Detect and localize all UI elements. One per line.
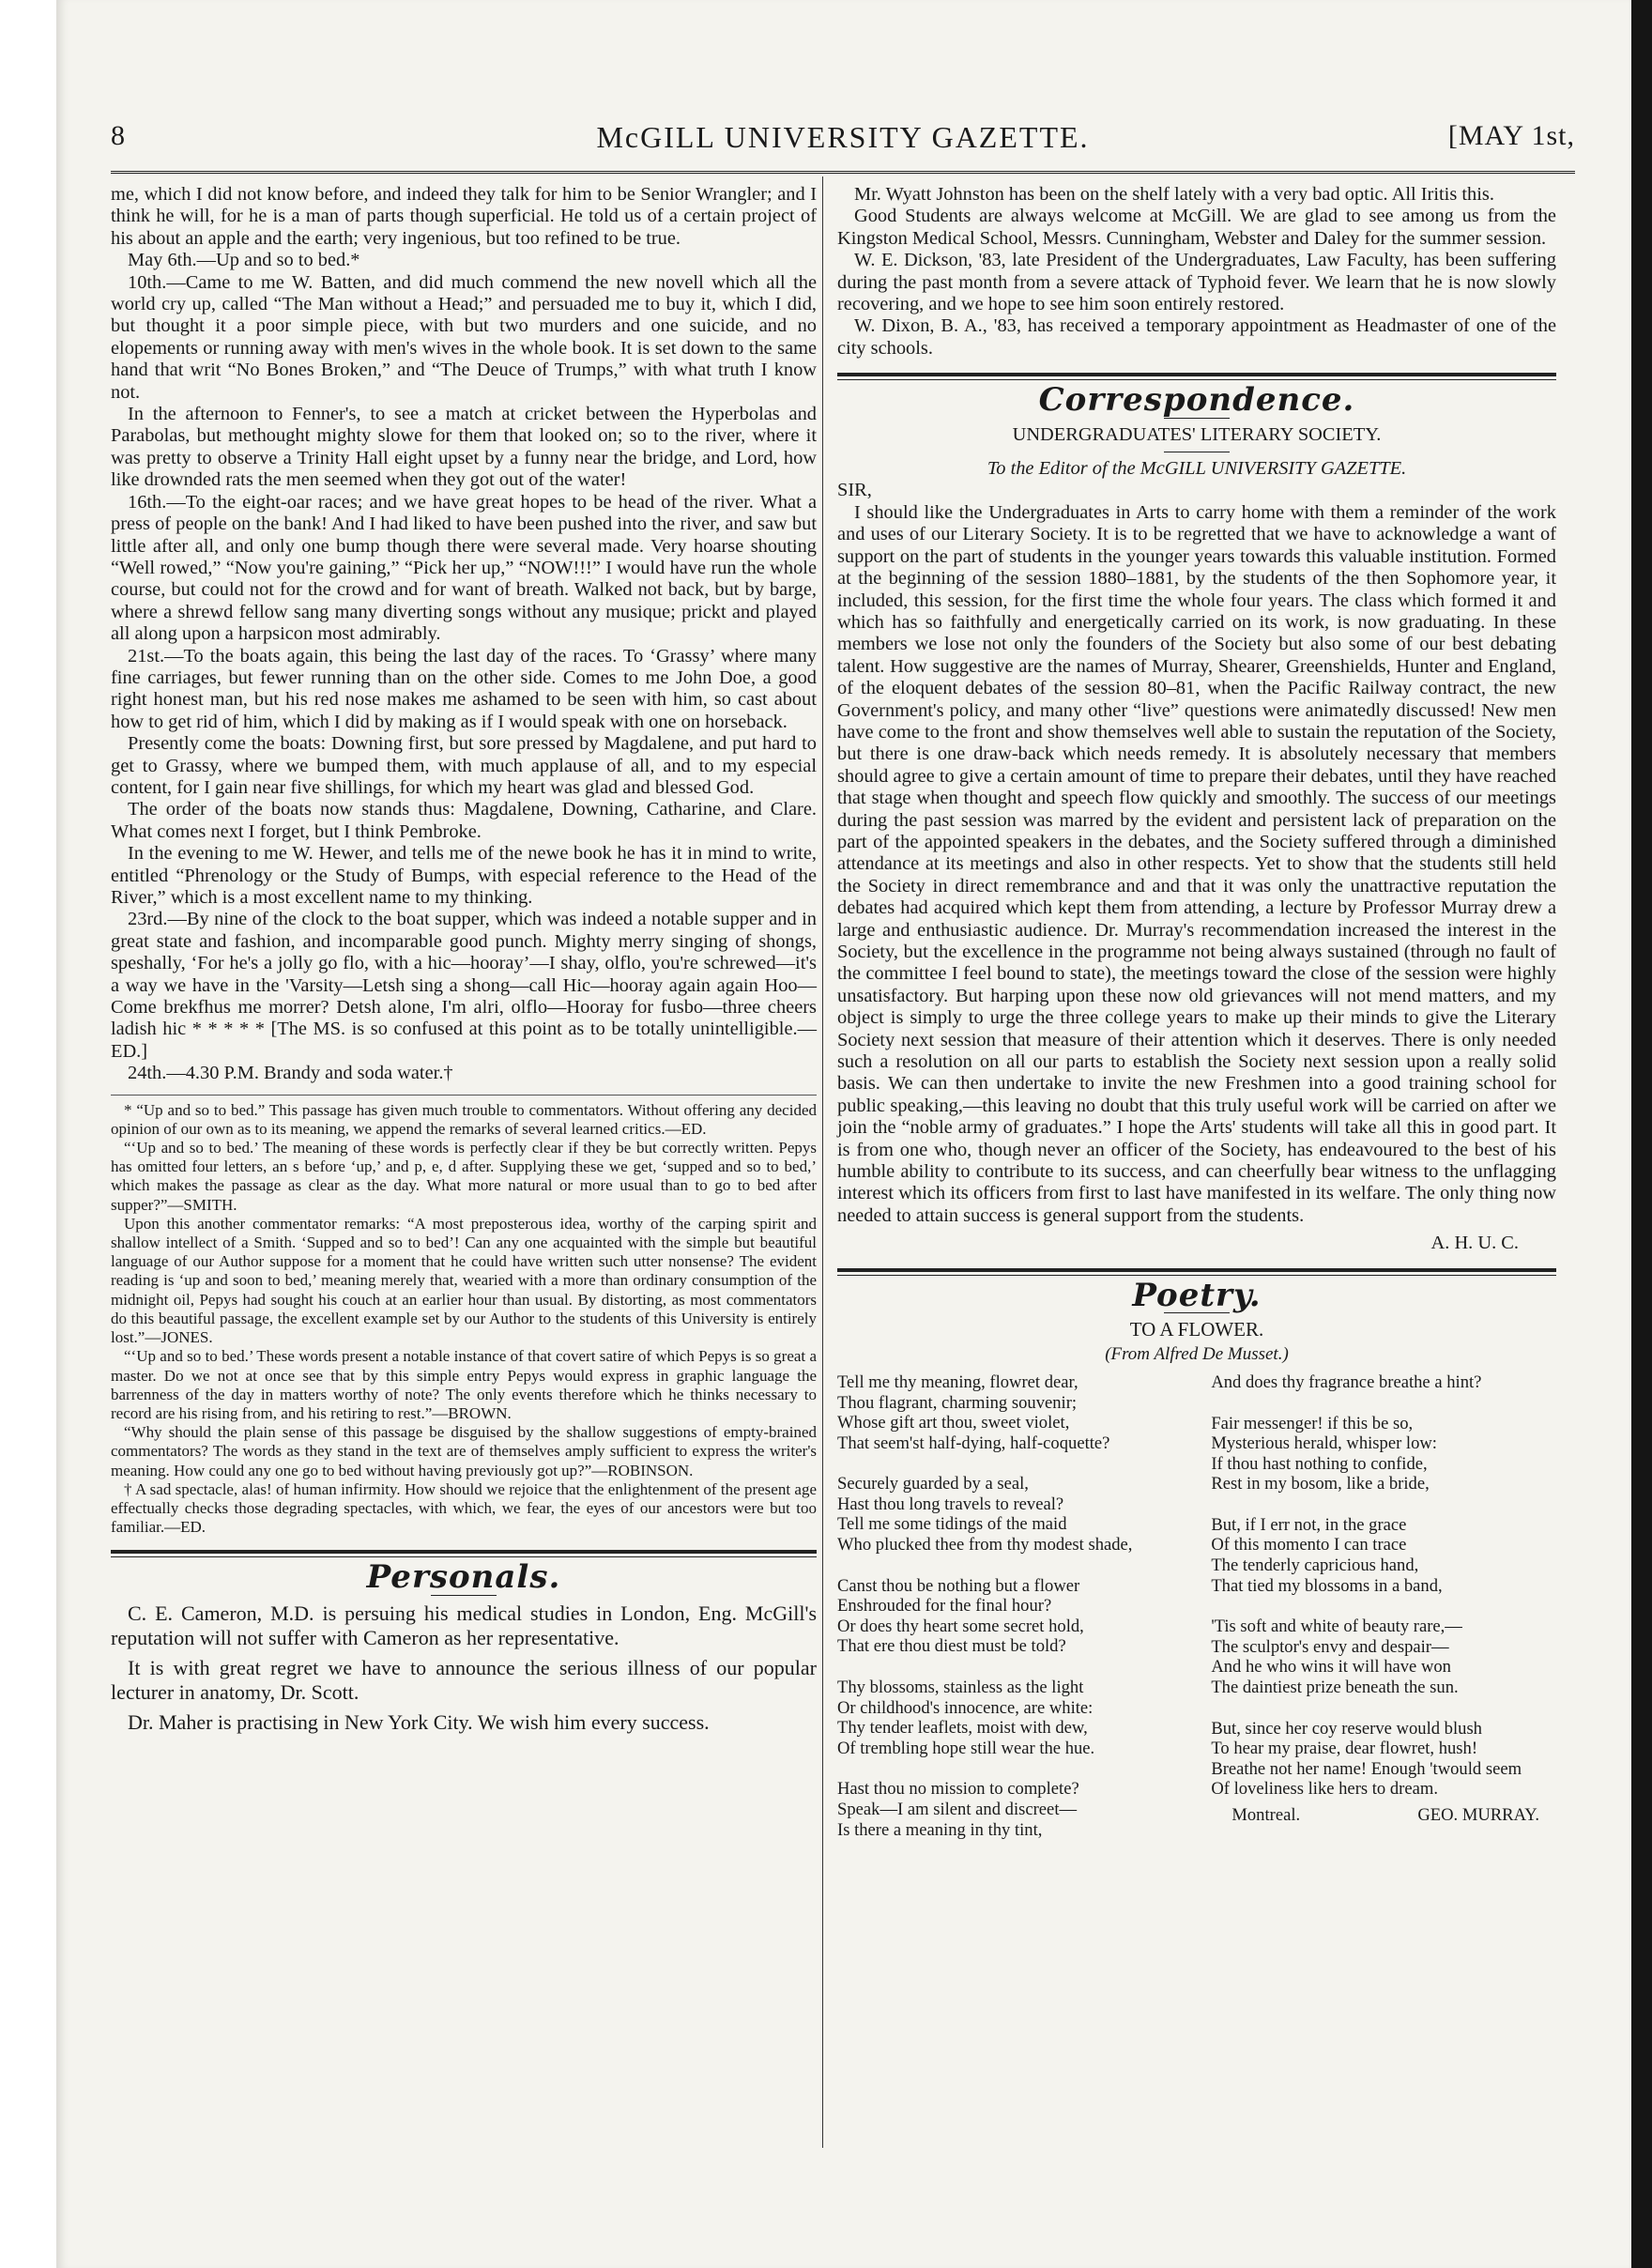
poem-line: Thou flagrant, charming souvenir;	[837, 1392, 1078, 1413]
diary-paragraph: In the afternoon to Fenner's, to see a match at cricket between the Hyperbolas and Parabolas, but methought mighty slowe for them that looked on; so to the river, where it was pretty to observe a Trinity Hall eight upset by a funny near the bridge, and Lord, how like drownded rats the men seemed when they got out of the water!	[111, 404, 817, 491]
header-rule	[111, 171, 1575, 174]
footnote: Upon this another commentator remarks: “A most preposterous idea, worthy of the carping spirit and shallow intellect of a Smith. ‘Supped and so to bed’! Can any one acquainted with the simple but beautiful language of our Author suppose for a moment that he could have written such utter nonsense? The evident reading is ‘up and soon to bed,’ meaning merely that, wearied with a more than ordinary consumption of the midnight oil, Pepys had sought his couch at an earlier hour than usual. By distorting, as most commentators do this beautiful passage, the excellent example set by our Author to the students of this University is entirely lost.”—JONES.	[111, 1214, 817, 1347]
page-header	[111, 120, 1575, 161]
to-editor-line: To the Editor of the McGILL UNIVERSITY GAZETTE.	[987, 458, 1407, 480]
poem-line: Hast thou no mission to complete?	[837, 1779, 1079, 1800]
poem-line: Fair messenger! if this be so,	[1211, 1413, 1414, 1433]
poem-line: Or childhood's innocence, are white:	[837, 1697, 1094, 1718]
personal-item: C. E. Cameron, M.D. is persuing his medical studies in London, Eng. McGill's reputation will not suffer with Cameron as her representative.	[111, 1601, 817, 1649]
poem-stanza	[1211, 1719, 1556, 1800]
letter-signature: A. H. U. C.	[1430, 1233, 1519, 1254]
footnote: “‘Up and so to bed.’ These words present a notable instance of that covert satire of which Pepys is so great a master. Do we not at once see that by this simple entry Pepys would express in graphic language the barrenness of the day in matters worthy of note? The only events therefore which he thinks necessary to record are his rising from, and his retiring to rest.”—BROWN.	[111, 1347, 817, 1422]
section-rule	[837, 1268, 1556, 1272]
section-rule-thin	[837, 379, 1556, 380]
diary-paragraph: The order of the boats now stands thus: Magdalene, Downing, Catharine, and Clare. What comes next I forget, but I think Pembroke.	[111, 799, 817, 842]
poem-line: Securely guarded by a seal,	[837, 1474, 1029, 1494]
poem-stanza	[837, 1576, 1183, 1657]
poem-column-left	[837, 1372, 1183, 1861]
poem-line: Canst thou be nothing but a flower	[837, 1575, 1080, 1596]
poem-line: Of trembling hope still wear the hue.	[837, 1738, 1095, 1758]
poem-stanza	[1211, 1515, 1556, 1596]
poem-line: Rest in my bosom, like a bride,	[1211, 1474, 1430, 1494]
diary-paragraph: 24th.—4.30 P.M. Brandy and soda water.†	[128, 1063, 453, 1084]
poem-stanza	[837, 1474, 1183, 1555]
diary-paragraph: May 6th.—Up and so to bed.*	[128, 250, 360, 271]
poem-line: The sculptor's envy and despair—	[1211, 1636, 1449, 1657]
poem-stanza	[1211, 1414, 1556, 1494]
poem-stanza	[1211, 1617, 1556, 1697]
poem-stanza	[1211, 1372, 1556, 1393]
personal-item: W. E. Dickson, '83, late President of the Undergraduates, Law Faculty, has been suffering during the past month from a severe attack of Typhoid fever. We learn that he is now slowly recovering, and we hope to see him soon entirely restored.	[837, 250, 1556, 315]
poem-line: Hast thou long travels to reveal?	[837, 1494, 1064, 1514]
poem-line: Whose gift art thou, sweet violet,	[837, 1413, 1070, 1433]
gazette-title: McGILL UNIVERSITY GAZETTE.	[596, 120, 1090, 154]
personal-item: It is with great regret we have to announce the serious illness of our popular lecturer in anatomy, Dr. Scott.	[111, 1655, 817, 1704]
poem-line: Of this momento I can trace	[1211, 1535, 1407, 1555]
poem-place: Montreal.	[1231, 1805, 1301, 1825]
personal-item: Good Students are always welcome at McGill. We are glad to see among us from the Kingston Medical School, Messrs. Cunningham, Webster and Daley for the summer session.	[837, 206, 1556, 249]
diary-paragraph: 23rd.—By nine of the clock to the boat supper, which was indeed a notable supper and in great state and fashion, and incomparable good punch. Mighty merry singing of shongs, speshally, ‘For he's a jolly go flo, with a hic—hooray’—I shay, olflo, you're schrewed—it's a way we have in the 'Varsity—Letsh sing a shong—call Hic—hooray again again Hoo—Come brekfhus me morrer? Detsh alone, I'm alri, olflo—Hooray for fusbo—three cheers ladish hic * * * * * [The MS. is so confused at this point as to be totally unintelligible.—ED.]	[111, 909, 817, 1062]
poem-line: The tenderly capricious hand,	[1211, 1555, 1419, 1576]
diary-paragraph: 10th.—Came to me W. Batten, and did much commend the new novell which all the world cry up, called “The Man without a Head;” and persuaded me to buy it, which I did, but thought it a poor simple piece, with but two murders and one suicide, and no elopements or running away with men's wives in the whole book. It is set down to the same hand that writ “No Bones Broken,” and “The Deuce of Trumps,” with what truth I know not.	[111, 271, 817, 403]
poem-source: (From Alfred De Musset.)	[1105, 1343, 1289, 1364]
footnote: “‘Up and so to bed.’ The meaning of these words is perfectly clear if they be but correctly written. Pepys has omitted four letters, an s before ‘up,’ and p, e, d after. Supplying these we get, ‘supped and so to bed,’ which makes the passage as clear as the day. What more natural or more usual than to go to bed after supper?”—SMITH.	[111, 1139, 817, 1214]
column-divider	[822, 176, 823, 2148]
page-number: 8	[111, 120, 126, 151]
scan-edge	[1631, 0, 1652, 2268]
poem-line: That seem'st half-dying, half-coquette?	[837, 1433, 1110, 1453]
poem-author: GEO. MURRAY.	[1417, 1805, 1539, 1825]
poem-line: And does thy fragrance breathe a hint?	[1211, 1372, 1482, 1392]
section-rule	[837, 373, 1556, 376]
diary-paragraph: Presently come the boats: Downing first, but sore pressed by Magdalene, and put hard to get to Grassy, where we bumped them, with much applause of all, and to my especial content, for I gain near five shillings, for which my heart was glad and blessed God.	[111, 733, 817, 798]
poem-column-right	[1211, 1372, 1556, 1861]
poem-line: And he who wins it will have won	[1211, 1657, 1451, 1678]
section-rule	[111, 1550, 817, 1554]
poetry-heading: Poetry.	[1132, 1276, 1262, 1314]
society-subheading: UNDERGRADUATES' LITERARY SOCIETY.	[1012, 423, 1382, 445]
right-column	[837, 184, 1556, 1861]
poem-stanza	[837, 1372, 1183, 1453]
poem-line: But, if I err not, in the grace	[1211, 1514, 1407, 1535]
left-column	[111, 184, 817, 1740]
salutation: SIR,	[837, 480, 872, 501]
footnote: * “Up and so to bed.” This passage has given much trouble to commentators. Without offering any decided opinion of our own as to its meaning, we append the remarks of several learned critics.—ED.	[111, 1100, 817, 1138]
personals-heading: Personals.	[366, 1558, 561, 1597]
correspondence-heading: Correspondence.	[1038, 381, 1355, 420]
poem-line: Thy tender leaflets, moist with dew,	[837, 1718, 1088, 1739]
poem-title: TO A FLOWER.	[1129, 1318, 1264, 1341]
poem-line: Speak—I am silent and discreet—	[837, 1800, 1078, 1819]
poem-line: The daintiest prize beneath the sun.	[1211, 1678, 1459, 1698]
footnotes	[111, 1095, 817, 1538]
poem-line: Tell me some tidings of the maid	[837, 1514, 1067, 1535]
poem-line: Of loveliness like hers to dream.	[1211, 1779, 1438, 1800]
footnote: † A sad spectacle, alas! of human infirmity. How should we rejoice that the enlightenment of the present age effectually checks those degrading spectacles, with which, we fear, the eyes of our ancestors were but too familiar.—ED.	[111, 1479, 817, 1537]
poem-line: Tell me thy meaning, flowret dear,	[837, 1372, 1078, 1392]
issue-date: [MAY 1st,	[1447, 120, 1575, 151]
poem-line: Who plucked thee from thy modest shade,	[837, 1535, 1133, 1555]
poem-line: That tied my blossoms in a band,	[1211, 1575, 1443, 1596]
poem-line: To hear my praise, dear flowret, hush!	[1211, 1739, 1478, 1759]
poem-line: Or does thy heart some secret hold,	[837, 1616, 1084, 1636]
diary-paragraph: 16th.—To the eight-oar races; and we have great hopes to be head of the river. What a press of people on the bank! And I had liked to have been pushed into the river, and saw but little after all, and only one bump though there were several made. Very hoarse shouting “Well rowed,” “Now you're gaining,” “Pick her up,” “NOW!!!” I would have run the whole course, but could not for the crowd and for want of breath. Walked not back, but by barge, where a shrewd fellow sang many diverting songs without any musique; prickt and played all along upon a harpsicon most admirably.	[111, 491, 817, 645]
poem-line: If thou hast nothing to confide,	[1211, 1453, 1428, 1474]
poem-line: That ere thou diest must be told?	[837, 1636, 1066, 1657]
poem-line: 'Tis soft and white of beauty rare,—	[1211, 1617, 1462, 1637]
personal-item: Mr. Wyatt Johnston has been on the shelf lately with a very bad optic. All Iritis this.	[854, 184, 1494, 205]
personal-item: W. Dixon, B. A., '83, has received a temporary appointment as Headmaster of one of the city schools.	[837, 315, 1556, 359]
poem-signature	[1211, 1805, 1556, 1826]
personal-item: Dr. Maher is practising in New York City. We wish him every success.	[128, 1709, 710, 1734]
section-rule-thin	[837, 1275, 1556, 1276]
poem-stanza	[837, 1678, 1183, 1758]
poem-line: But, since her coy reserve would blush	[1211, 1718, 1482, 1739]
letter-body: I should like the Undergraduates in Arts to carry home with them a reminder of the work and uses of our Literary Society. It is to be regretted that we have to acknowledge a want of support on the part of students in the younger years towards this valuable institution. Formed at the beginning of the session 1880–1881, by the students of the then Sophomore year, it included, this session, for the first time the whole four years. The class which formed it and which has so faithfully and energetically carried on its work, is now graduating. In these members we lose not only the founders of the Society but also some of our best debating talent. How suggestive are the names of Murray, Shearer, Greenshields, Hunter and England, of the eloquent debates of the session 80–81, when the Pacific Railway contract, the new Government's policy, and many other “live” questions were animatedly discussed! New men have come to the front and show themselves well able to sustain the reputation of the Society, but there is one draw-back which needs remedy. It is absolutely necessary that members should agree to give a certain amount of time to prepare their debates, until they have reached that stage when thought and speech flow quickly and smoothly. The success of our meetings during the past session was marred by the evident and persistent lack of preparation on the part of the appointed speakers in the debates, and the Society suffered through a diminished attendance at its meetings and also in other respects. Yet to show that the students still held the Society in direct remembrance and and that it was only the unattractive reputation the debates had acquired which kept them from attending, a lecture by Professor Murray drew a large and enthusiastic audience. Dr. Murray's recommendation increased the interest in the Society, but the excellence in the programme not being always sustained (through no fault of the committee I feel bound to state), the meetings toward the close of the session were highly unsatisfactory. But harping upon these now old grievances will not mend matters, and my object is simply to urge the three college years to make up their minds to give the Literary Society next session that measure of their attention which it deserves. There is only needed such a resolution on all our parts to establish the Society next session upon a really solid basis. We can then undertake to invite the new Freshmen into a good training school for public speaking,—this leaving no doubt that this truly useful work will be carried on after we join the “noble army of graduates.” I hope the Arts' students will take all this in good part. It is from one who, though never an officer of the Society, has endeavoured to the best of his humble ability to contribute to its success, and can cheerfully bear witness to the unflagging interest which its officers from first to last have manifested in its welfare. The only thing now needed to attain success is general support from the students.	[837, 501, 1556, 1226]
footnote: “Why should the plain sense of this passage be disguised by the shallow suggestions of empty-brained commentators? The words as they stand in the text are of themselves amply sufficient to express the writer's meaning. How could any one go to bed without having previously got up?”—ROBINSON.	[111, 1423, 817, 1479]
section-rule-thin	[111, 1556, 817, 1557]
poem-line: Mysterious herald, whisper low:	[1211, 1433, 1437, 1454]
diary-paragraph: me, which I did not know before, and indeed they talk for him to be Senior Wrangler; and I think he will, for he is a man of parts though superficial. He told us of a certain project of his about an apple and the earth; very ingenious, but too refined to be true.	[111, 184, 817, 249]
poem	[837, 1372, 1556, 1861]
diary-paragraph: In the evening to me W. Hewer, and tells me of the newe book he has it in mind to write, entitled “Phrenology or the Study of Bumps, with especial reference to the Head of the River,” which is a most excellent name to my thinking.	[111, 843, 817, 908]
poem-line: Is there a meaning in thy tint,	[837, 1819, 1043, 1840]
diary-paragraph: 21st.—To the boats again, this being the last day of the races. To ‘Grassy’ where many fine carriages, but fewer running than on the other side. Comes to me John Doe, a good right honest man, but his red nose makes me ashamed to be seen with him, so cast about how to get rid of him, which I did by making as if I would speak with one on horseback.	[111, 645, 817, 732]
personals-section	[111, 1601, 817, 1735]
poem-line: Thy blossoms, stainless as the light	[837, 1678, 1084, 1698]
poem-stanza	[837, 1779, 1183, 1840]
poem-line: Breathe not her name! Enough 'twould seem	[1211, 1758, 1522, 1779]
poem-line: Enshrouded for the final hour?	[837, 1596, 1052, 1617]
